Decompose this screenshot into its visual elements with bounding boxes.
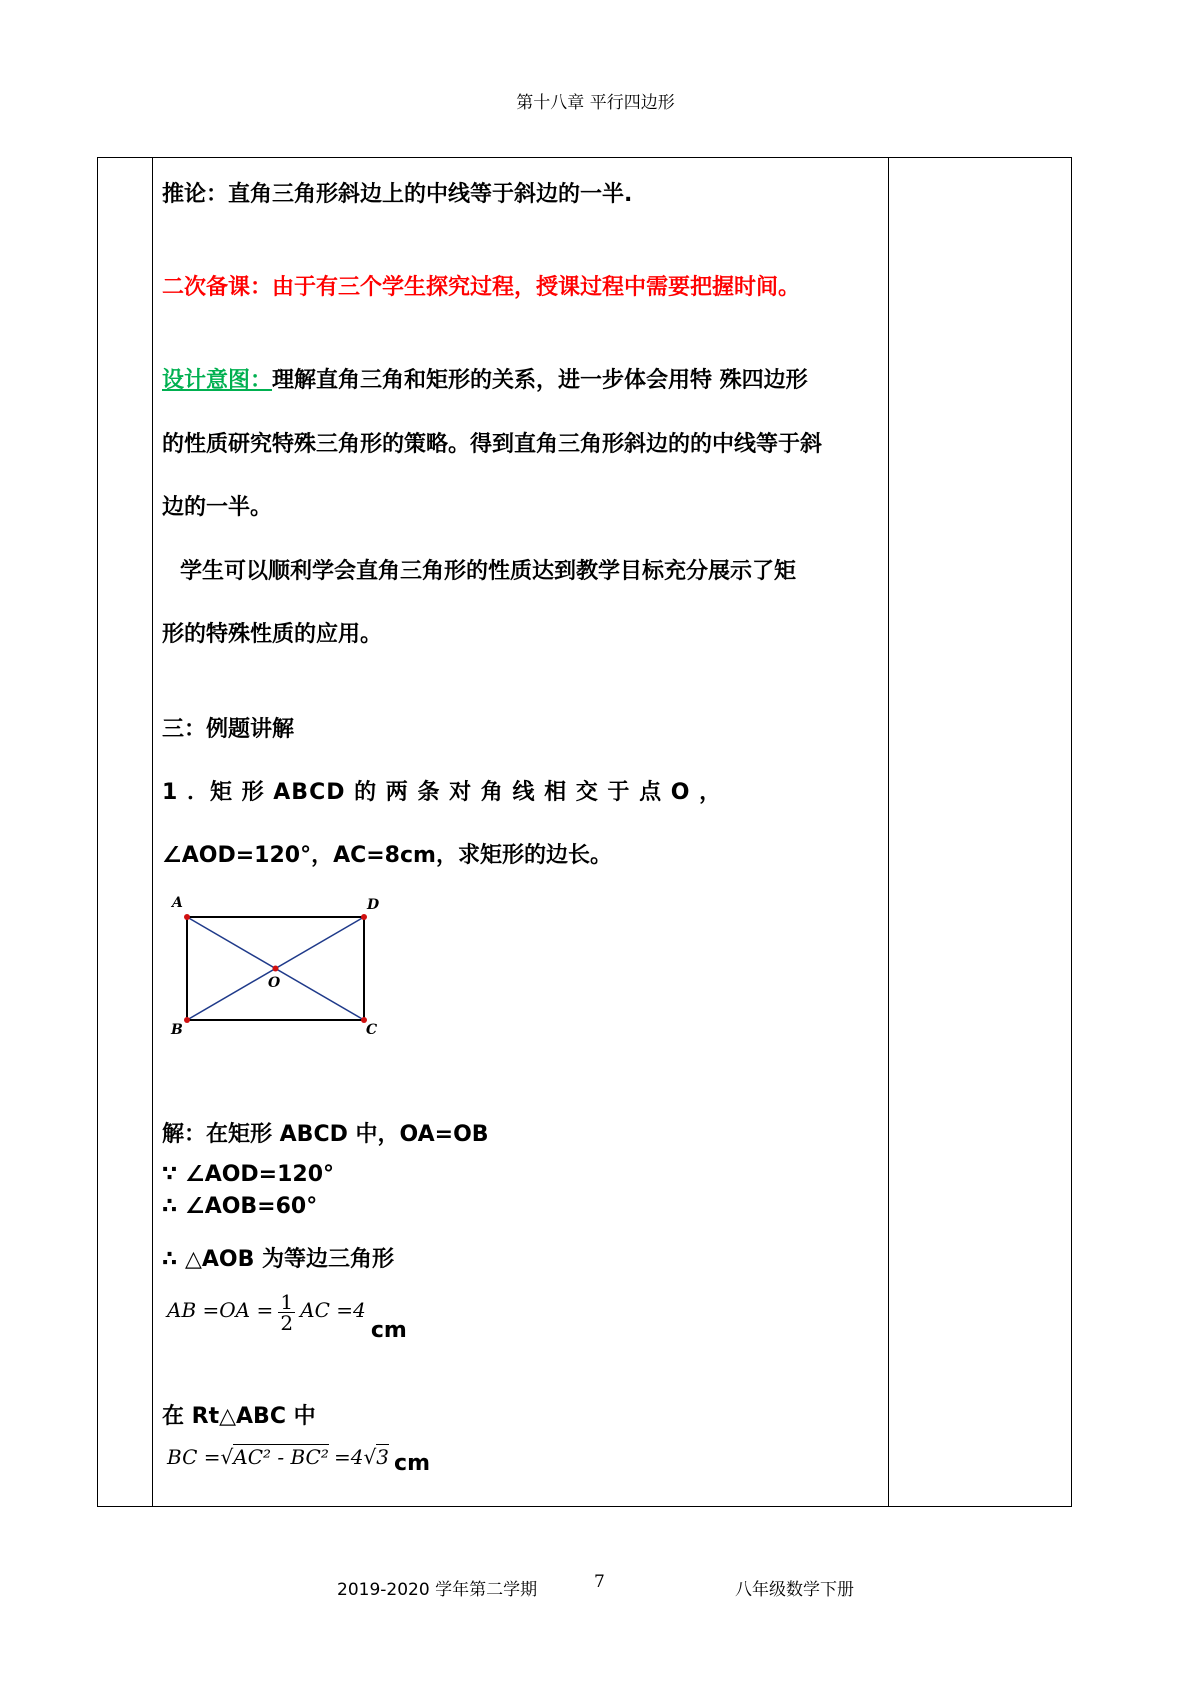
label-c: C [366, 1022, 378, 1037]
equation-bc-left: BC = [167, 1445, 221, 1469]
equation-ab-unit: cm [370, 1318, 407, 1343]
solution-because: ∵ ∠AOD=120° [162, 1162, 335, 1187]
equation-ab [167, 1290, 407, 1343]
problem-line2: ∠AOD=120°，AC=8cm，求矩形的边长。 [162, 843, 612, 868]
fraction-numerator: 1 [280, 1290, 294, 1314]
problem-line1: 1 ．矩 形 ABCD 的 两 条 对 角 线 相 交 于 点 O ， [162, 780, 723, 805]
equation-bc [167, 1445, 430, 1476]
chapter-header: 第十八章 平行四边形 [516, 93, 675, 113]
label-b: B [171, 1022, 183, 1037]
design-intent-label: 设计意图： [162, 368, 273, 393]
corollary-text: 推论：直角三角形斜边上的中线等于斜边的一半. [162, 182, 633, 207]
point-b [184, 1017, 190, 1023]
fraction-denominator: 2 [280, 1311, 294, 1335]
design-intent-line3: 边的一半。 [162, 495, 273, 520]
equation-bc-radicand: AC² - BC² [233, 1445, 329, 1469]
point-o [273, 966, 279, 972]
design-intent-line1 [162, 363, 808, 394]
table-divider-right [888, 158, 889, 1506]
footer-school-year: 2019-2020 学年第二学期 [337, 1580, 538, 1600]
label-d: D [367, 897, 380, 913]
design-intent-text1: 理解直角三角和矩形的关系，进一步体会用特 殊四边形 [272, 368, 808, 393]
equation-ab-left: AB =OA = [167, 1298, 274, 1322]
sqrt-icon: √ [220, 1445, 234, 1469]
footer-page-number: 7 [594, 1572, 605, 1592]
student-line2: 形的特殊性质的应用。 [162, 622, 383, 647]
solution-therefore-angle: ∴ ∠AOB=60° [162, 1194, 318, 1219]
solution-intro: 解：在矩形 ABCD 中，OA=OB [162, 1122, 489, 1147]
design-intent-line2: 的性质研究特殊三角形的策略。得到直角三角形斜边的的中线等于斜 [162, 432, 823, 457]
point-d [361, 914, 367, 920]
point-a [184, 914, 190, 920]
equation-bc-unit: cm [394, 1451, 430, 1476]
equation-bc-mid: =4 [333, 1445, 364, 1469]
rt-triangle-intro: 在 Rt△ABC 中 [162, 1404, 316, 1429]
sqrt-icon: √ [363, 1445, 377, 1469]
rectangle-figure [162, 887, 382, 1037]
second-prep-note: 二次备课：由于有三个学生探究过程，授课过程中需要把握时间。 [162, 275, 801, 300]
equation-bc-root: 3 [376, 1445, 389, 1469]
fraction-one-half [278, 1292, 295, 1333]
equation-ab-right: AC =4 [300, 1298, 366, 1322]
label-a: A [172, 895, 183, 911]
table-divider-left [152, 158, 153, 1506]
footer-book-title: 八年级数学下册 [735, 1580, 854, 1600]
student-line1: 学生可以顺利学会直角三角形的性质达到教学目标充分展示了矩 [180, 559, 797, 584]
label-o: O [268, 975, 281, 991]
solution-therefore-equilateral: ∴ △AOB 为等边三角形 [162, 1247, 395, 1272]
section-example-heading: 三：例题讲解 [162, 717, 295, 742]
